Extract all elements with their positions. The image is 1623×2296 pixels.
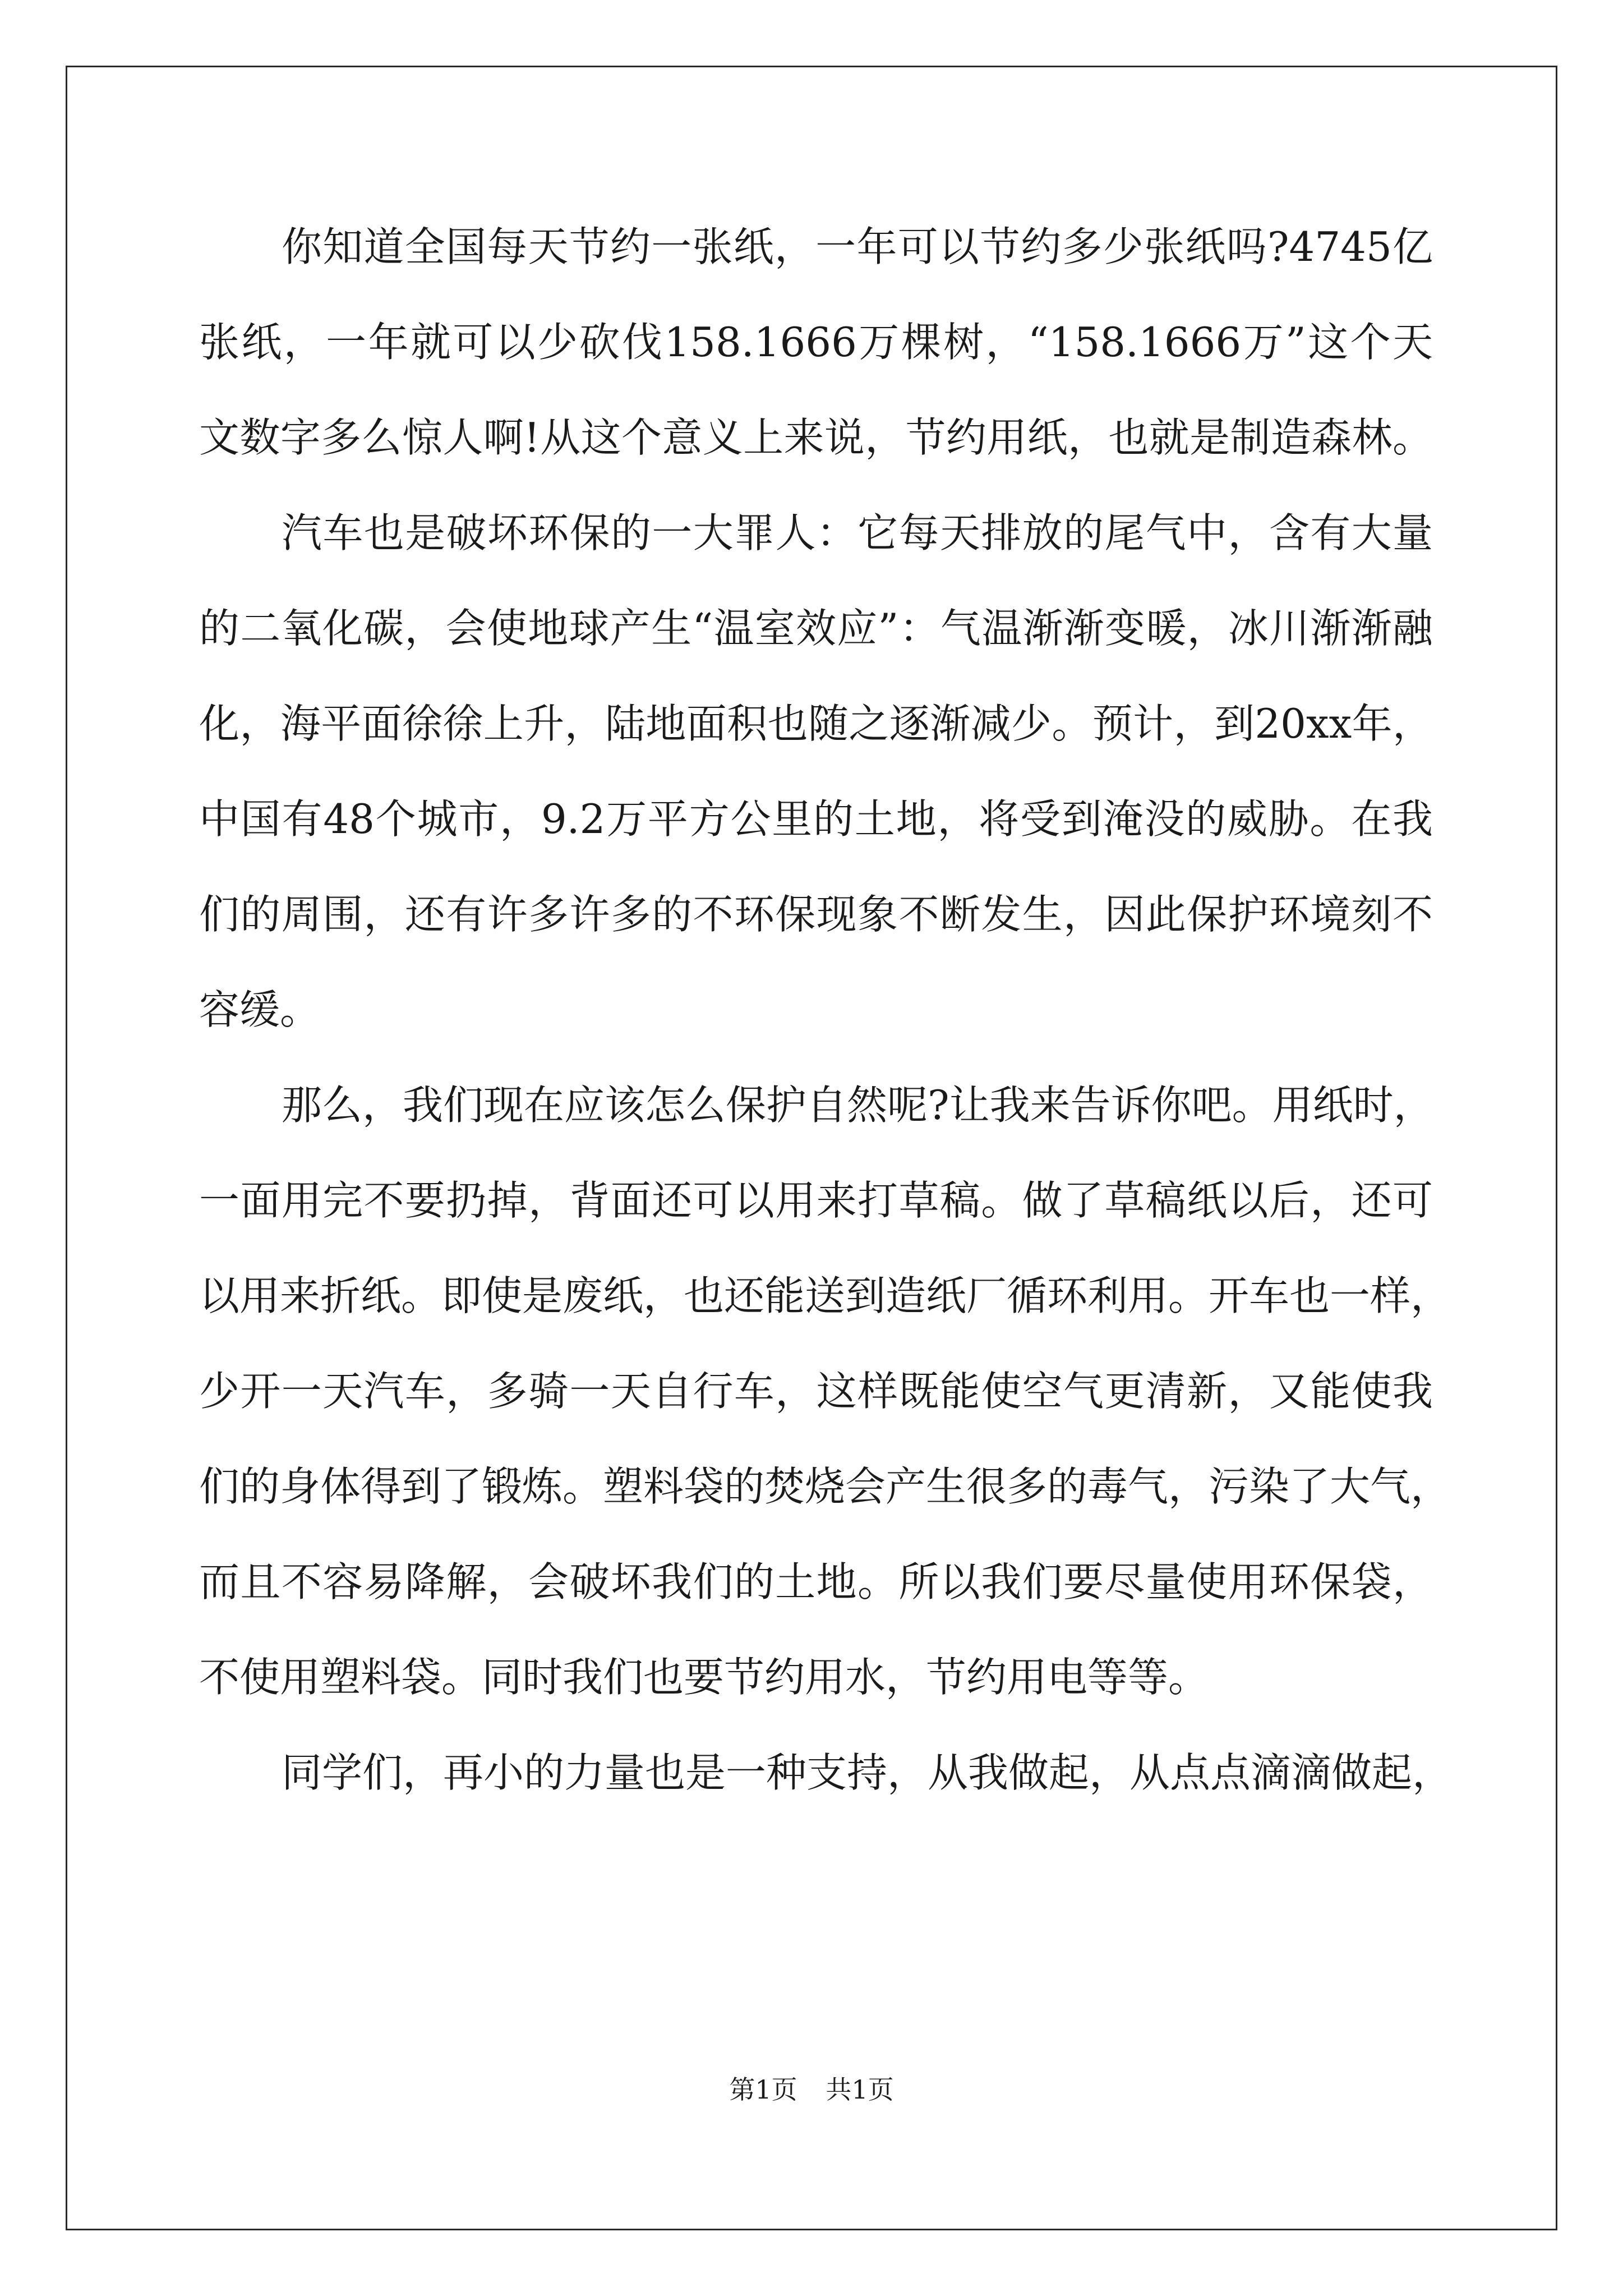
text-line: 的二氧化碳，会使地球产生“温室效应”：气温渐渐变暖，冰川渐渐融 [199,605,1433,652]
text-line: 文数字多么惊人啊!从这个意义上来说，节约用纸，也就是制造森林。 [199,414,1433,461]
text-line: 少开一天汽车，多骑一天自行车，这样既能使空气更清新，又能使我 [199,1368,1433,1415]
text-line: 你知道全国每天节约一张纸，一年可以节约多少张纸吗?4745亿 [282,223,1433,270]
text-line: 中国有48个城市，9.2万平方公里的土地，将受到淹没的威胁。在我 [199,795,1433,843]
page-number: 第1页 [729,2074,797,2105]
text-line: 们的身体得到了锻炼。塑料袋的焚烧会产生很多的毒气，污染了大气， [199,1463,1451,1510]
text-line: 而且不容易降解，会破坏我们的土地。所以我们要尽量使用环保袋， [199,1558,1433,1605]
text-line: 同学们，再小的力量也是一种支持，从我做起，从点点滴滴做起， [282,1749,1453,1796]
text-line: 不使用塑料袋。同时我们也要节约用水，节约用电等等。 [199,1654,1209,1701]
text-line: 们的周围，还有许多许多的不环保现象不断发生，因此保护环境刻不 [199,891,1433,938]
text-line: 那么，我们现在应该怎么保护自然呢?让我来告诉你吧。用纸时， [282,1082,1434,1129]
text-line: 一面用完不要扔掉，背面还可以用来打草稿。做了草稿纸以后，还可 [199,1177,1433,1224]
text-line: 化，海平面徐徐上升，陆地面积也随之逐渐减少。预计，到20xx年， [199,700,1433,747]
text-line: 张纸，一年就可以少砍伐158.1666万棵树，“158.1666万”这个天 [199,319,1433,366]
text-line: 以用来折纸。即使是废纸，也还能送到造纸厂循环利用。开车也一样， [199,1272,1451,1319]
page-border [66,66,1557,2230]
text-line: 容缓。 [199,986,321,1033]
page-total: 共1页 [826,2074,894,2105]
page-footer [0,2073,1623,2106]
text-line: 汽车也是破坏环保的一大罪人：它每天排放的尾气中，含有大量 [282,509,1433,556]
